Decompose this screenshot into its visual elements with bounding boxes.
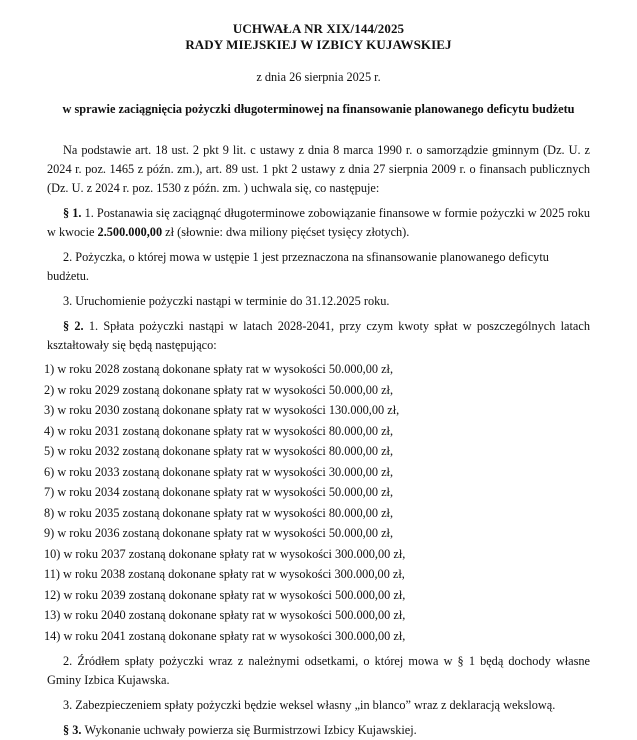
section-1-paragraph-1: § 1. 1. Postanawia się zaciągnąć długoterminowe zobowiązanie finansowe w formie pożyczki w 2025 roku w kwocie 2.500.000,00 zł (słownie: dwa miliony pięćset tysięcy złotych). [47, 206, 590, 239]
installment-item-3: 3) w roku 2030 zostaną dokonane spłaty rat w wysokości 130.000,00 zł, [44, 403, 400, 417]
title-line-2: RADY MIEJSKIEJ W IZBICY KUJAWSKIEJ [185, 37, 452, 52]
installment-item-6: 6) w roku 2033 zostaną dokonane spłaty rat w wysokości 30.000,00 zł, [44, 464, 394, 479]
section-3-paragraph: § 3. Wykonanie uchwały powierza się Burmistrzowi Izbicy Kujawskiej. [63, 723, 417, 737]
installment-list [44, 359, 590, 646]
installment-item-8: 8) w roku 2035 zostaną dokonane spłaty rat w wysokości 80.000,00 zł, [44, 505, 394, 520]
section-2-paragraph-1: § 2. 1. Spłata pożyczki nastąpi w latach 2028-2041, przy czym kwoty spłat w poszczególnych latach kształtowały się będą następująco: [47, 319, 590, 352]
installment-item-7: 7) w roku 2034 zostaną dokonane spłaty rat w wysokości 50.000,00 zł, [44, 485, 394, 499]
installment-item-9: 9) w roku 2036 zostaną dokonane spłaty rat w wysokości 50.000,00 zł, [44, 526, 394, 540]
installment-item-2: 2) w roku 2029 zostaną dokonane spłaty rat w wysokości 50.000,00 zł, [44, 382, 394, 397]
title-line-1: UCHWAŁA NR XIX/144/2025 [232, 21, 405, 36]
section-2-paragraph-3: 3. Zabezpieczeniem spłaty pożyczki będzie weksel własny „in blanco” wraz z deklaracją wekslową. [63, 698, 556, 712]
document-title [47, 21, 590, 53]
installment-item-5: 5) w roku 2032 zostaną dokonane spłaty rat w wysokości 80.000,00 zł, [44, 444, 394, 458]
installment-item-14: 14) w roku 2041 zostaną dokonane spłaty rat w wysokości 300.000,00 zł, [44, 628, 406, 643]
installment-item-10: 10) w roku 2037 zostaną dokonane spłaty rat w wysokości 300.000,00 zł, [44, 546, 406, 561]
installment-item-1: 1) w roku 2028 zostaną dokonane spłaty rat w wysokości 50.000,00 zł, [44, 362, 394, 376]
legal-basis-paragraph: Na podstawie art. 18 ust. 2 pkt 9 lit. c ustawy z dnia 8 marca 1990 r. o samorządzie gminnym (Dz. U. z 2024 r. poz. 1465 z późn. zm.), art. 89 ust. 1 pkt 2 ustawy z dnia 27 sierpnia 2009 r. o finansach publicznych (Dz. U. z 2024 r. poz. 1530 z późn. zm. ) uchwala się, co następuje: [47, 143, 590, 195]
document-subject: w sprawie zaciągnięcia pożyczki długoterminowej na finansowanie planowanego deficytu budżetu [62, 102, 575, 116]
document-date: z dnia 26 sierpnia 2025 r. [256, 70, 381, 84]
installment-item-11: 11) w roku 2038 zostaną dokonane spłaty rat w wysokości 300.000,00 zł, [44, 567, 405, 581]
section-1-paragraph-3: 3. Uruchomienie pożyczki nastąpi w terminie do 31.12.2025 roku. [63, 294, 390, 308]
installment-item-12: 12) w roku 2039 zostaną dokonane spłaty rat w wysokości 500.000,00 zł, [44, 587, 406, 602]
installment-item-13: 13) w roku 2040 zostaną dokonane spłaty rat w wysokości 500.000,00 zł, [44, 608, 406, 622]
installment-item-4: 4) w roku 2031 zostaną dokonane spłaty rat w wysokości 80.000,00 zł, [44, 423, 394, 438]
section-1-paragraph-2: 2. Pożyczka, o której mowa w ustępie 1 jest przeznaczona na sfinansowanie planowanego deficytu budżetu. [47, 250, 549, 283]
section-2-paragraph-2: 2. Źródłem spłaty pożyczki wraz z należnymi odsetkami, o której mowa w § 1 będą dochody własne Gminy Izbica Kujawska. [47, 654, 590, 687]
